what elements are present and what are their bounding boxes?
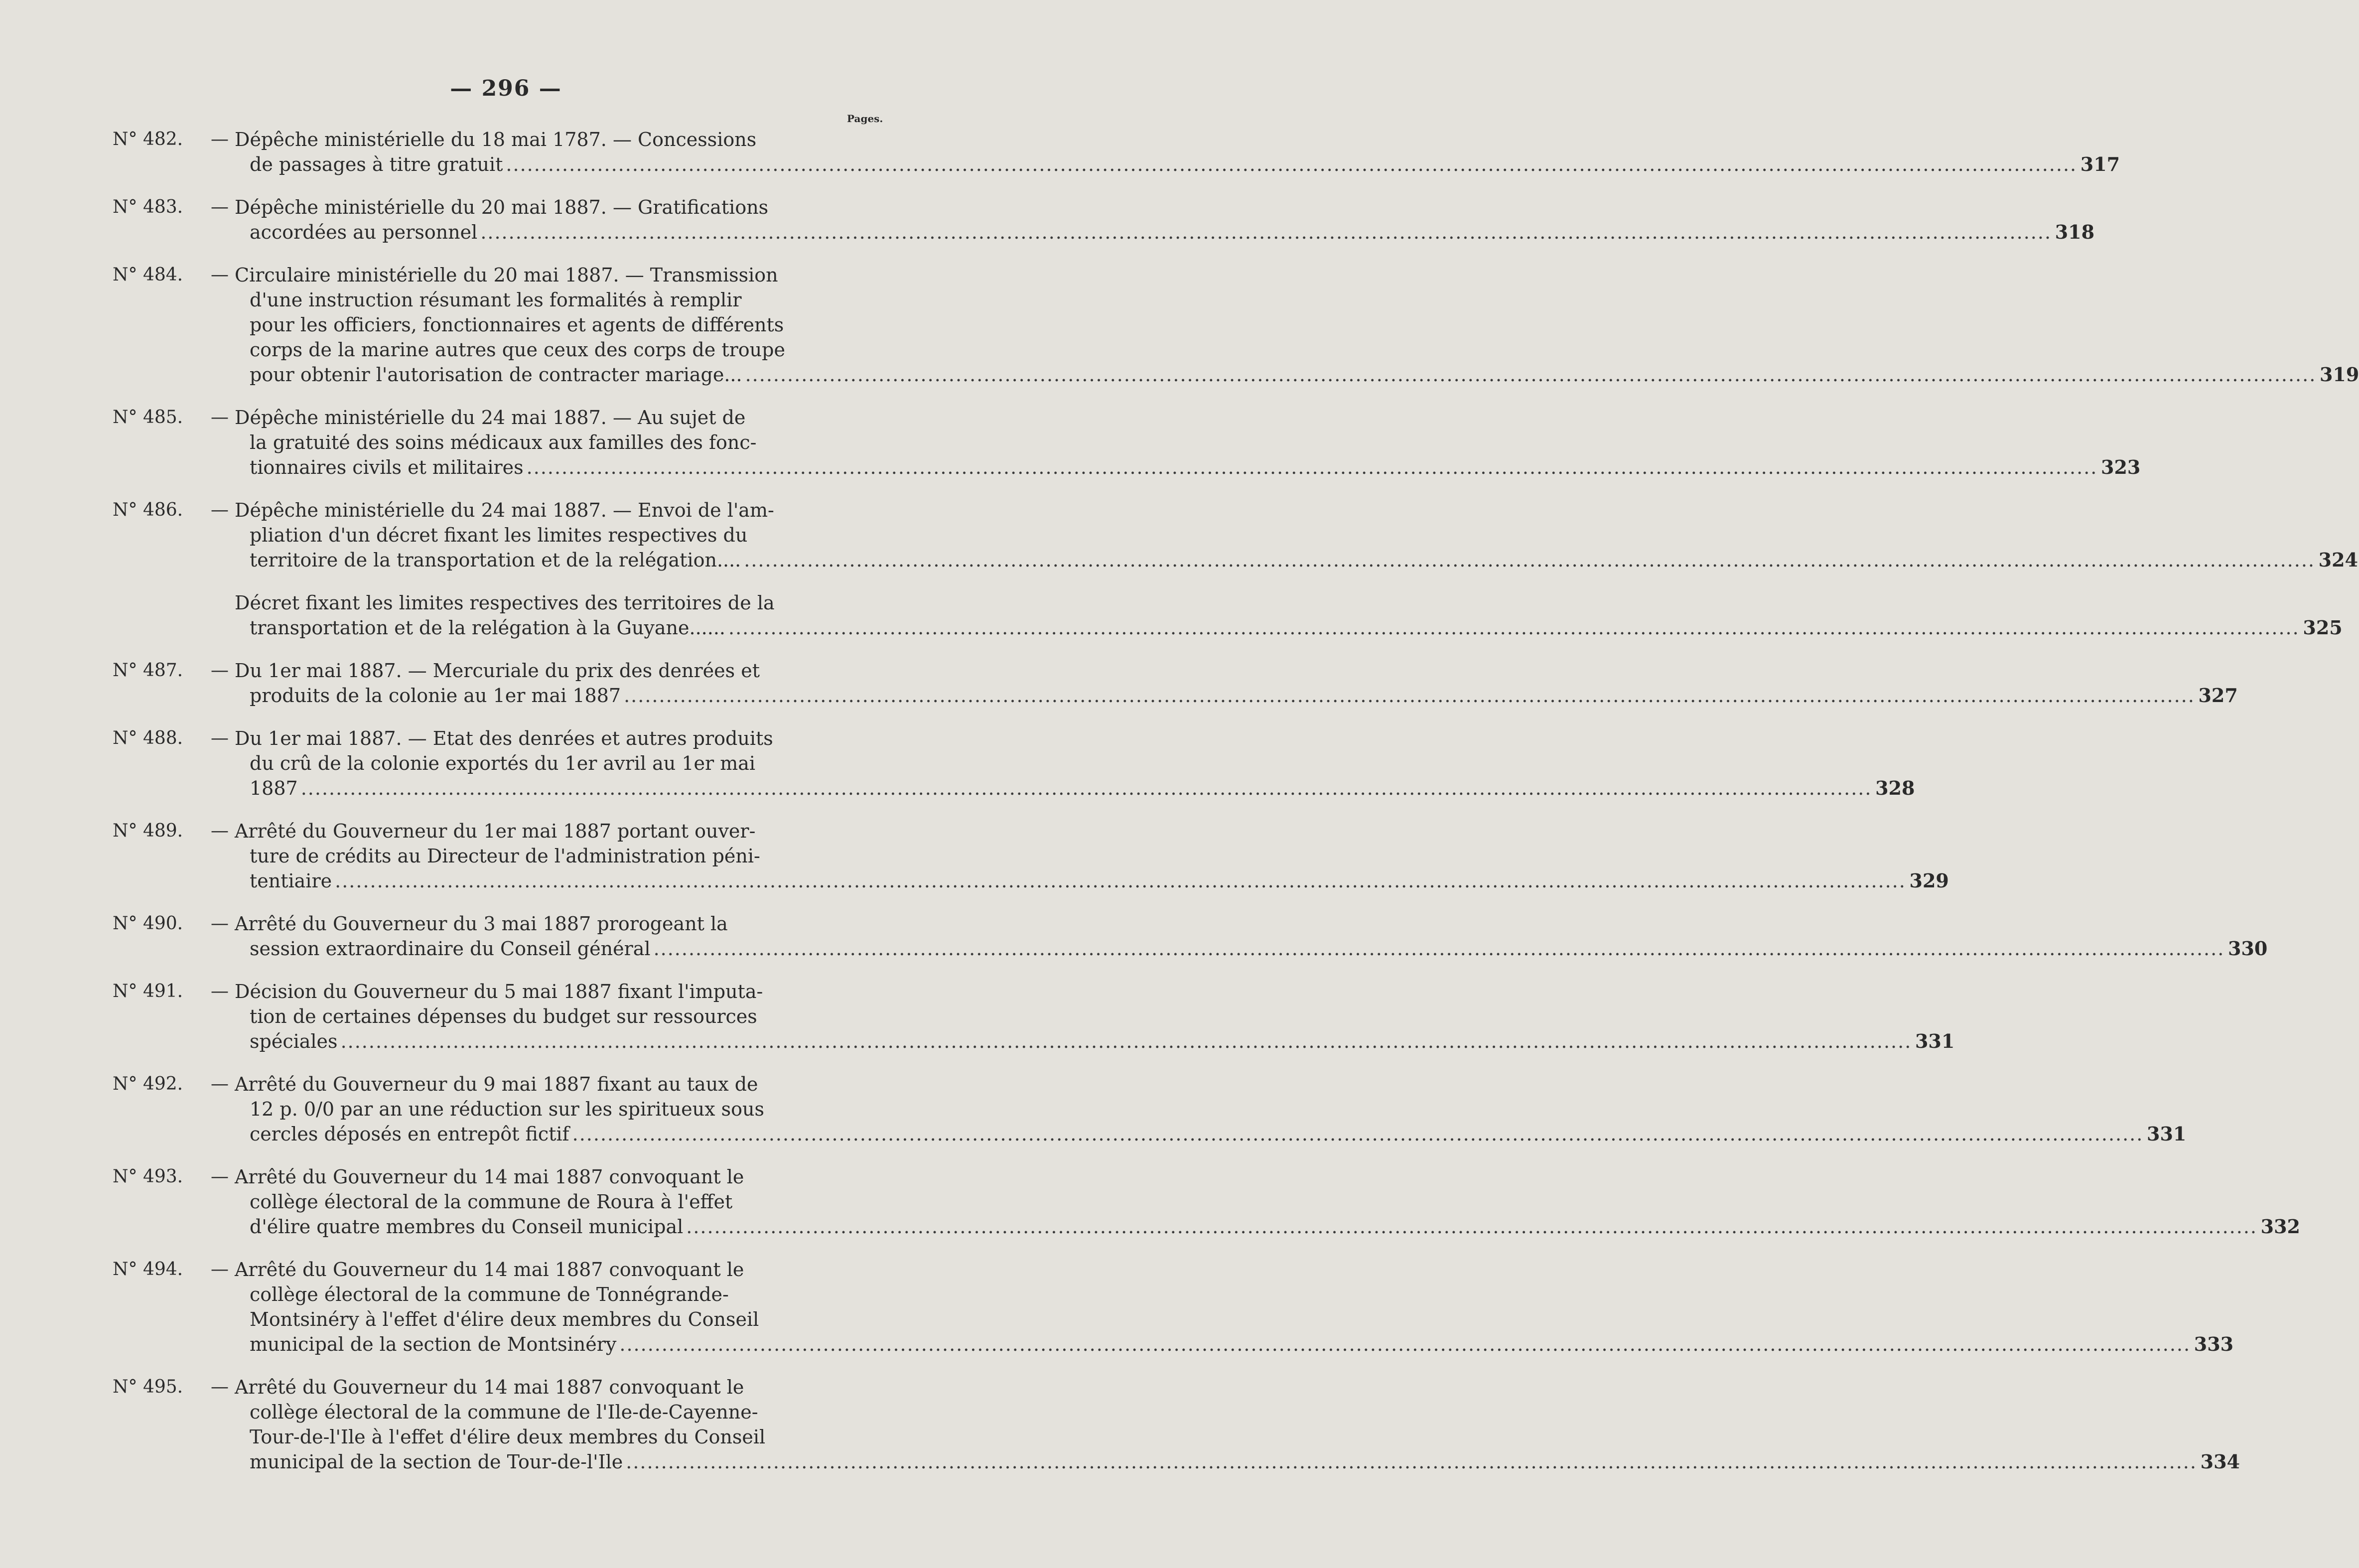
entry-body bbox=[235, 1257, 2233, 1357]
toc-entry bbox=[113, 195, 2095, 245]
entry-text: tionnaires civils et militaires bbox=[250, 456, 524, 478]
entry-text: du crû de la colonie exportés du 1er avril au 1er mai bbox=[250, 752, 756, 774]
entry-text: municipal de la section de Montsinéry bbox=[250, 1333, 617, 1355]
entry-text: Dépêche ministérielle du 24 mai 1887. — Envoi de l'am- bbox=[235, 499, 774, 521]
entry-line bbox=[235, 362, 2359, 387]
entry-line bbox=[235, 405, 2140, 430]
entry-dash: — bbox=[211, 1074, 229, 1094]
entry-line bbox=[235, 127, 2120, 152]
entry-body bbox=[235, 127, 2120, 177]
entry-line bbox=[235, 1189, 2300, 1214]
entry-number: N° 485. bbox=[113, 407, 183, 428]
entry-text: Arrêté du Gouverneur du 14 mai 1887 convoquant le bbox=[235, 1376, 744, 1398]
entry-dash: — bbox=[211, 913, 229, 934]
entry-dash: — bbox=[211, 407, 229, 428]
dot-leader bbox=[477, 220, 2055, 245]
entry-text: Dépêche ministérielle du 20 mai 1887. — Gratifications bbox=[235, 196, 769, 218]
entry-line bbox=[235, 263, 2359, 287]
entry-body bbox=[235, 590, 2343, 640]
toc-entry bbox=[113, 726, 1915, 801]
entry-line bbox=[235, 615, 2343, 640]
entry-text: Du 1er mai 1887. — Etat des denrées et autres produits bbox=[235, 727, 773, 749]
entry-text: 12 p. 0/0 par an une réduction sur les spiritueux sous bbox=[250, 1098, 764, 1120]
toc-entry bbox=[113, 498, 2358, 572]
entry-text: la gratuité des soins médicaux aux familles des fonc- bbox=[250, 431, 757, 453]
entry-body bbox=[235, 1164, 2300, 1239]
entry-number: N° 495. bbox=[113, 1377, 183, 1397]
toc-entry bbox=[113, 590, 2343, 640]
entry-line bbox=[235, 844, 1949, 868]
dot-leader bbox=[742, 362, 2320, 387]
entry-line bbox=[235, 1122, 2186, 1146]
entry-line bbox=[235, 430, 2140, 455]
toc-entry bbox=[113, 1375, 2240, 1474]
entry-line bbox=[235, 590, 2343, 615]
entry-line bbox=[235, 1425, 2240, 1449]
entry-text: accordées au personnel bbox=[250, 221, 478, 243]
entry-dash: — bbox=[211, 1166, 229, 1187]
entry-text: Arrêté du Gouverneur du 1er mai 1887 portant ouver- bbox=[235, 820, 756, 842]
entry-dash: — bbox=[211, 129, 229, 149]
dot-leader bbox=[683, 1214, 2260, 1239]
dot-leader bbox=[524, 455, 2101, 480]
entry-line bbox=[235, 979, 1954, 1004]
entry-line bbox=[235, 1097, 2186, 1122]
entry-number: N° 483. bbox=[113, 197, 183, 217]
toc-entry bbox=[113, 405, 2141, 480]
entry-line bbox=[235, 337, 2359, 362]
dot-leader bbox=[569, 1122, 2147, 1146]
page-number: 332 bbox=[2260, 1215, 2300, 1238]
toc-entry bbox=[113, 1257, 2234, 1357]
page-number: 323 bbox=[2101, 456, 2141, 478]
dot-leader bbox=[503, 152, 2080, 177]
entry-text: de passages à titre gratuit bbox=[250, 153, 503, 175]
entry-dash: — bbox=[211, 660, 229, 681]
page-number: 328 bbox=[1875, 777, 1915, 799]
page-number: 325 bbox=[2303, 616, 2343, 639]
entry-text: Tour-de-l'Ile à l'effet d'élire deux membres du Conseil bbox=[250, 1426, 766, 1448]
entry-line bbox=[235, 455, 2140, 480]
entry-text: territoire de la transportation et de la relégation.... bbox=[250, 549, 741, 571]
entry-text: Circulaire ministérielle du 20 mai 1887. — Transmission bbox=[235, 264, 778, 286]
toc-entry bbox=[113, 819, 1949, 893]
toc-entry bbox=[113, 1072, 2187, 1146]
page-header: — 296 — bbox=[450, 76, 562, 101]
entry-text: Arrêté du Gouverneur du 14 mai 1887 convoquant le bbox=[235, 1166, 744, 1188]
entry-body bbox=[235, 1072, 2186, 1146]
entry-body bbox=[235, 726, 1915, 801]
entry-dash: — bbox=[211, 981, 229, 1001]
entry-line bbox=[235, 1375, 2240, 1400]
entry-line bbox=[235, 1164, 2300, 1189]
entry-text: collège électoral de la commune de Tonnégrande- bbox=[250, 1283, 729, 1305]
page-number: 329 bbox=[1909, 869, 1949, 892]
entry-line bbox=[235, 683, 2238, 708]
entry-line bbox=[235, 152, 2120, 177]
toc-entry bbox=[113, 263, 2359, 387]
entry-text: Décision du Gouverneur du 5 mai 1887 fixant l'imputa- bbox=[235, 981, 763, 1002]
entry-text: Dépêche ministérielle du 24 mai 1887. — Au sujet de bbox=[235, 407, 746, 428]
entry-text: transportation et de la relégation à la Guyane...... bbox=[250, 617, 725, 639]
entry-line bbox=[235, 1029, 1954, 1054]
entry-text: ture de crédits au Directeur de l'administration péni- bbox=[250, 845, 760, 867]
page-number: 324 bbox=[2318, 549, 2358, 571]
entry-line bbox=[235, 751, 1915, 776]
dot-leader bbox=[741, 548, 2318, 572]
entry-number: N° 486. bbox=[113, 500, 183, 520]
entry-number: N° 489. bbox=[113, 821, 183, 841]
entry-text: d'élire quatre membres du Conseil municipal bbox=[250, 1216, 684, 1238]
entry-line bbox=[235, 868, 1949, 893]
entry-text: tion de certaines dépenses du budget sur ressources bbox=[250, 1005, 757, 1027]
entry-body bbox=[235, 405, 2140, 480]
entry-dash: — bbox=[211, 728, 229, 748]
page-number: 319 bbox=[2319, 363, 2359, 386]
entry-line bbox=[235, 1400, 2240, 1425]
entry-text: cercles déposés en entrepôt fictif bbox=[250, 1123, 569, 1145]
entry-line bbox=[235, 548, 2358, 572]
page-number: 318 bbox=[2055, 221, 2095, 243]
entry-body bbox=[235, 658, 2238, 708]
page-number: 333 bbox=[2194, 1333, 2234, 1355]
entry-text: Arrêté du Gouverneur du 14 mai 1887 convoquant le bbox=[235, 1259, 744, 1281]
entry-line bbox=[235, 523, 2358, 548]
entry-dash: — bbox=[211, 500, 229, 520]
dot-leader bbox=[651, 936, 2228, 961]
dot-leader bbox=[338, 1029, 1915, 1054]
entry-line bbox=[235, 936, 2267, 961]
entry-text: Décret fixant les limites respectives des territoires de la bbox=[235, 592, 775, 614]
entry-text: 1887 bbox=[250, 777, 298, 799]
page-number: 327 bbox=[2198, 684, 2238, 707]
dot-leader bbox=[621, 683, 2198, 708]
entry-dash: — bbox=[211, 1259, 229, 1280]
page-number: 331 bbox=[1915, 1030, 1955, 1052]
entry-text: municipal de la section de Tour-de-l'Ile bbox=[250, 1451, 623, 1473]
page-number: 331 bbox=[2147, 1123, 2187, 1145]
dot-leader bbox=[616, 1332, 2194, 1357]
entry-line bbox=[235, 1214, 2300, 1239]
page-number: 334 bbox=[2200, 1450, 2240, 1473]
entry-line bbox=[235, 1257, 2233, 1282]
entry-text: session extraordinaire du Conseil général bbox=[250, 938, 651, 960]
entry-line bbox=[235, 195, 2094, 220]
pages-column-label: Pages. bbox=[847, 113, 883, 125]
entry-text: collège électoral de la commune de Roura à l'effet bbox=[250, 1191, 733, 1213]
entry-number: N° 484. bbox=[113, 265, 183, 285]
entry-line bbox=[235, 1449, 2240, 1474]
entry-body bbox=[235, 263, 2359, 387]
dot-leader bbox=[298, 776, 1875, 801]
entry-line bbox=[235, 1332, 2233, 1357]
entry-dash: — bbox=[211, 1377, 229, 1397]
entry-text: Montsinéry à l'effet d'élire deux membres du Conseil bbox=[250, 1308, 759, 1330]
entry-text: pour obtenir l'autorisation de contracter mariage... bbox=[250, 364, 742, 386]
entry-text: corps de la marine autres que ceux des corps de troupe bbox=[250, 339, 785, 361]
dot-leader bbox=[725, 615, 2303, 640]
entry-dash: — bbox=[211, 821, 229, 841]
entry-text: collège électoral de la commune de l'Ile-de-Cayenne- bbox=[250, 1401, 758, 1423]
entry-line bbox=[235, 287, 2359, 312]
entry-dash: — bbox=[211, 197, 229, 217]
entry-line bbox=[235, 776, 1915, 801]
entry-body bbox=[235, 911, 2267, 961]
toc-entry bbox=[113, 979, 1955, 1054]
entry-number: N° 494. bbox=[113, 1259, 183, 1280]
entry-number: N° 487. bbox=[113, 660, 183, 681]
entry-text: pour les officiers, fonctionnaires et agents de différents bbox=[250, 314, 784, 336]
dot-leader bbox=[623, 1449, 2200, 1474]
entry-body bbox=[235, 195, 2094, 245]
entry-line bbox=[235, 726, 1915, 751]
entry-line bbox=[235, 1072, 2186, 1097]
entry-number: N° 492. bbox=[113, 1074, 183, 1094]
entry-body bbox=[235, 819, 1949, 893]
entry-body bbox=[235, 1375, 2240, 1474]
entry-line bbox=[235, 220, 2094, 245]
page-number: 330 bbox=[2227, 937, 2268, 960]
entry-body bbox=[235, 979, 1954, 1054]
entry-text: spéciales bbox=[250, 1030, 338, 1052]
entry-line bbox=[235, 819, 1949, 844]
entry-text: d'une instruction résumant les formalités à remplir bbox=[250, 289, 742, 311]
entry-dash: — bbox=[211, 265, 229, 285]
entry-text: produits de la colonie au 1er mai 1887 bbox=[250, 685, 621, 707]
entry-line bbox=[235, 658, 2238, 683]
table-of-contents bbox=[113, 127, 2359, 1492]
entry-body bbox=[235, 498, 2358, 572]
entry-line bbox=[235, 312, 2359, 337]
entry-text: Arrêté du Gouverneur du 9 mai 1887 fixant au taux de bbox=[235, 1073, 758, 1095]
entry-text: Dépêche ministérielle du 18 mai 1787. — Concessions bbox=[235, 129, 757, 150]
entry-text: pliation d'un décret fixant les limites respectives du bbox=[250, 524, 748, 546]
entry-line bbox=[235, 1282, 2233, 1307]
entry-number: N° 491. bbox=[113, 981, 183, 1001]
toc-entry bbox=[113, 658, 2238, 708]
entry-line bbox=[235, 1004, 1954, 1029]
entry-number: N° 490. bbox=[113, 913, 183, 934]
entry-text: Du 1er mai 1887. — Mercuriale du prix des denrées et bbox=[235, 660, 760, 682]
dot-leader bbox=[332, 868, 1909, 893]
page-number: 317 bbox=[2080, 153, 2120, 175]
entry-line bbox=[235, 498, 2358, 523]
entry-text: Arrêté du Gouverneur du 3 mai 1887 prorogeant la bbox=[235, 913, 728, 935]
entry-text: tentiaire bbox=[250, 870, 332, 892]
toc-entry bbox=[113, 1164, 2300, 1239]
toc-entry bbox=[113, 911, 2268, 961]
entry-number: N° 493. bbox=[113, 1166, 183, 1187]
toc-entry bbox=[113, 127, 2120, 177]
entry-line bbox=[235, 1307, 2233, 1332]
entry-line bbox=[235, 911, 2267, 936]
entry-number: N° 482. bbox=[113, 129, 183, 149]
entry-number: N° 488. bbox=[113, 728, 183, 748]
